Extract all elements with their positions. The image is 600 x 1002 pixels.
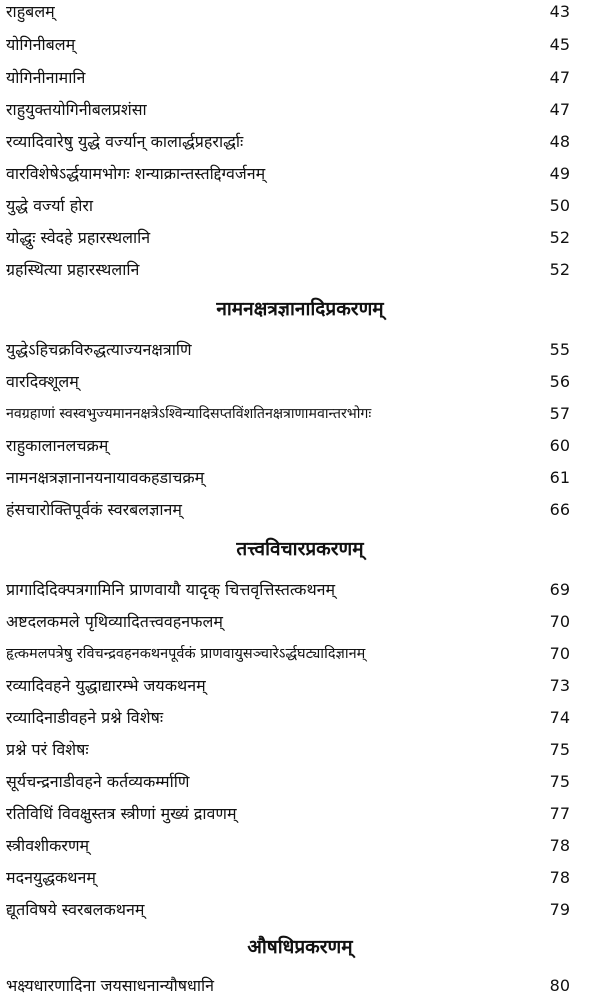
entry-page: 69 <box>549 580 570 599</box>
entry-title: रव्यादिवारेषु युद्धे वर्ज्यान् कालार्द्धप्रहरार्द्धाः <box>6 132 244 151</box>
toc-entry <box>0 94 600 126</box>
entry-title: युद्धे वर्ज्या होरा <box>6 196 94 215</box>
entry-title: नामनक्षत्रज्ञानानयनायावकहडाचक्रम् <box>6 468 205 487</box>
toc-entry <box>0 430 600 462</box>
entry-page: 75 <box>549 772 570 791</box>
entry-page: 43 <box>549 2 570 21</box>
toc-entry <box>0 638 600 670</box>
entry-title: द्यूतविषये स्वरबलकथनम् <box>6 900 145 919</box>
entry-title: सूर्यचन्द्रनाडीवहने कर्तव्यकर्म्माणि <box>6 772 190 791</box>
toc-entry <box>0 894 600 926</box>
toc-entry <box>0 606 600 638</box>
entry-title: ग्रहस्थित्या प्रहारस्थलानि <box>6 260 140 279</box>
toc-entry <box>0 574 600 606</box>
toc-entry <box>0 970 600 1002</box>
entry-title: भक्ष्यधारणादिना जयसाधनान्यौषधानि <box>6 976 215 995</box>
entry-title: राहुयुक्तयोगिनीबलप्रशंसा <box>6 100 147 119</box>
toc-entry <box>0 798 600 830</box>
entry-page: 78 <box>549 836 570 855</box>
entry-page: 80 <box>549 976 570 995</box>
entry-title: योगिनीनामानि <box>6 68 86 87</box>
toc-entry <box>0 734 600 766</box>
entry-title: वारदिक्शूलम् <box>6 372 79 391</box>
entry-title: रव्यादिवहने युद्धाद्यारम्भे जयकथनम् <box>6 676 206 695</box>
section-heading: नामनक्षत्रज्ञानादिप्रकरणम् <box>216 298 384 320</box>
entry-page: 73 <box>549 676 570 695</box>
toc-entry <box>0 254 600 286</box>
entry-title: स्त्रीवशीकरणम् <box>6 836 90 855</box>
entry-title: रव्यादिनाडीवहने प्रश्ने विशेषः <box>6 708 164 727</box>
entry-page: 77 <box>549 804 570 823</box>
entry-page: 47 <box>549 100 570 119</box>
toc-entry <box>0 334 600 366</box>
toc-entry <box>0 190 600 222</box>
entry-title: राहुबलम् <box>6 2 55 21</box>
entry-page: 56 <box>549 372 570 391</box>
entry-page: 47 <box>549 68 570 87</box>
entry-title: योद्धुः स्वेदहे प्रहारस्थलानि <box>6 228 151 247</box>
entry-title: नवग्रहाणां स्वस्वभुज्यमाननक्षत्रेऽश्विन्यादिसप्तविंशतिनक्षत्राणामवान्तरभोगः <box>6 406 372 422</box>
toc-entry <box>0 494 600 526</box>
entry-page: 78 <box>549 868 570 887</box>
entry-title: हृत्कमलपत्रेषु रविचन्द्रवहनकथनपूर्वकं प्राणवायुसञ्चारेऽर्द्धघट्यादिज्ञानम् <box>6 646 366 662</box>
entry-page: 66 <box>549 500 570 519</box>
toc-entry <box>0 766 600 798</box>
entry-title: प्रश्ने परं विशेषः <box>6 740 89 759</box>
entry-page: 74 <box>549 708 570 727</box>
entry-page: 45 <box>549 35 570 54</box>
entry-page: 79 <box>549 900 570 919</box>
toc-entry <box>0 158 600 190</box>
entry-title: रतिविधिं विवक्षुस्तत्र स्त्रीणां मुख्यं द्रावणम् <box>6 804 237 823</box>
entry-title: युद्धेऽहिचक्रविरुद्धत्याज्यनक्षत्राणि <box>6 340 192 359</box>
entry-title: राहुकालानलचक्रम् <box>6 436 109 455</box>
entry-page: 52 <box>549 228 570 247</box>
toc-entry <box>0 222 600 254</box>
toc-entry <box>0 0 600 28</box>
entry-title: मदनयुद्धकथनम् <box>6 868 96 887</box>
toc-entry <box>0 398 600 430</box>
toc-entry <box>0 702 600 734</box>
entry-page: 55 <box>549 340 570 359</box>
toc-entry <box>0 29 600 61</box>
entry-title: वारविशेषेऽर्द्धयामभोगः शन्याक्रान्तस्तद्दिग्वर्जनम् <box>6 164 266 183</box>
entry-page: 52 <box>549 260 570 279</box>
entry-page: 61 <box>549 468 570 487</box>
entry-page: 49 <box>549 164 570 183</box>
entry-page: 70 <box>549 612 570 631</box>
entry-title: हंसचारोक्तिपूर्वकं स्वरबलज्ञानम् <box>6 500 182 519</box>
entry-page: 60 <box>549 436 570 455</box>
entry-page: 70 <box>549 644 570 663</box>
toc-entry <box>0 670 600 702</box>
toc-entry <box>0 830 600 862</box>
section-heading: औषधिप्रकरणम् <box>247 936 353 958</box>
entry-page: 75 <box>549 740 570 759</box>
entry-title: योगिनीबलम् <box>6 35 76 54</box>
entry-title: प्रागादिदिक्पत्रगामिनि प्राणवायौ यादृक् चित्तवृत्तिस्तत्कथनम् <box>6 580 336 599</box>
toc-entry <box>0 126 600 158</box>
entry-title: अष्टदलकमले पृथिव्यादितत्त्ववहनफलम् <box>6 612 223 631</box>
toc-entry <box>0 62 600 94</box>
entry-page: 48 <box>549 132 570 151</box>
toc-entry <box>0 366 600 398</box>
toc-entry <box>0 862 600 894</box>
section-heading: तत्त्वविचारप्रकरणम् <box>236 538 364 560</box>
entry-page: 50 <box>549 196 570 215</box>
toc-entry <box>0 462 600 494</box>
entry-page: 57 <box>549 404 570 423</box>
